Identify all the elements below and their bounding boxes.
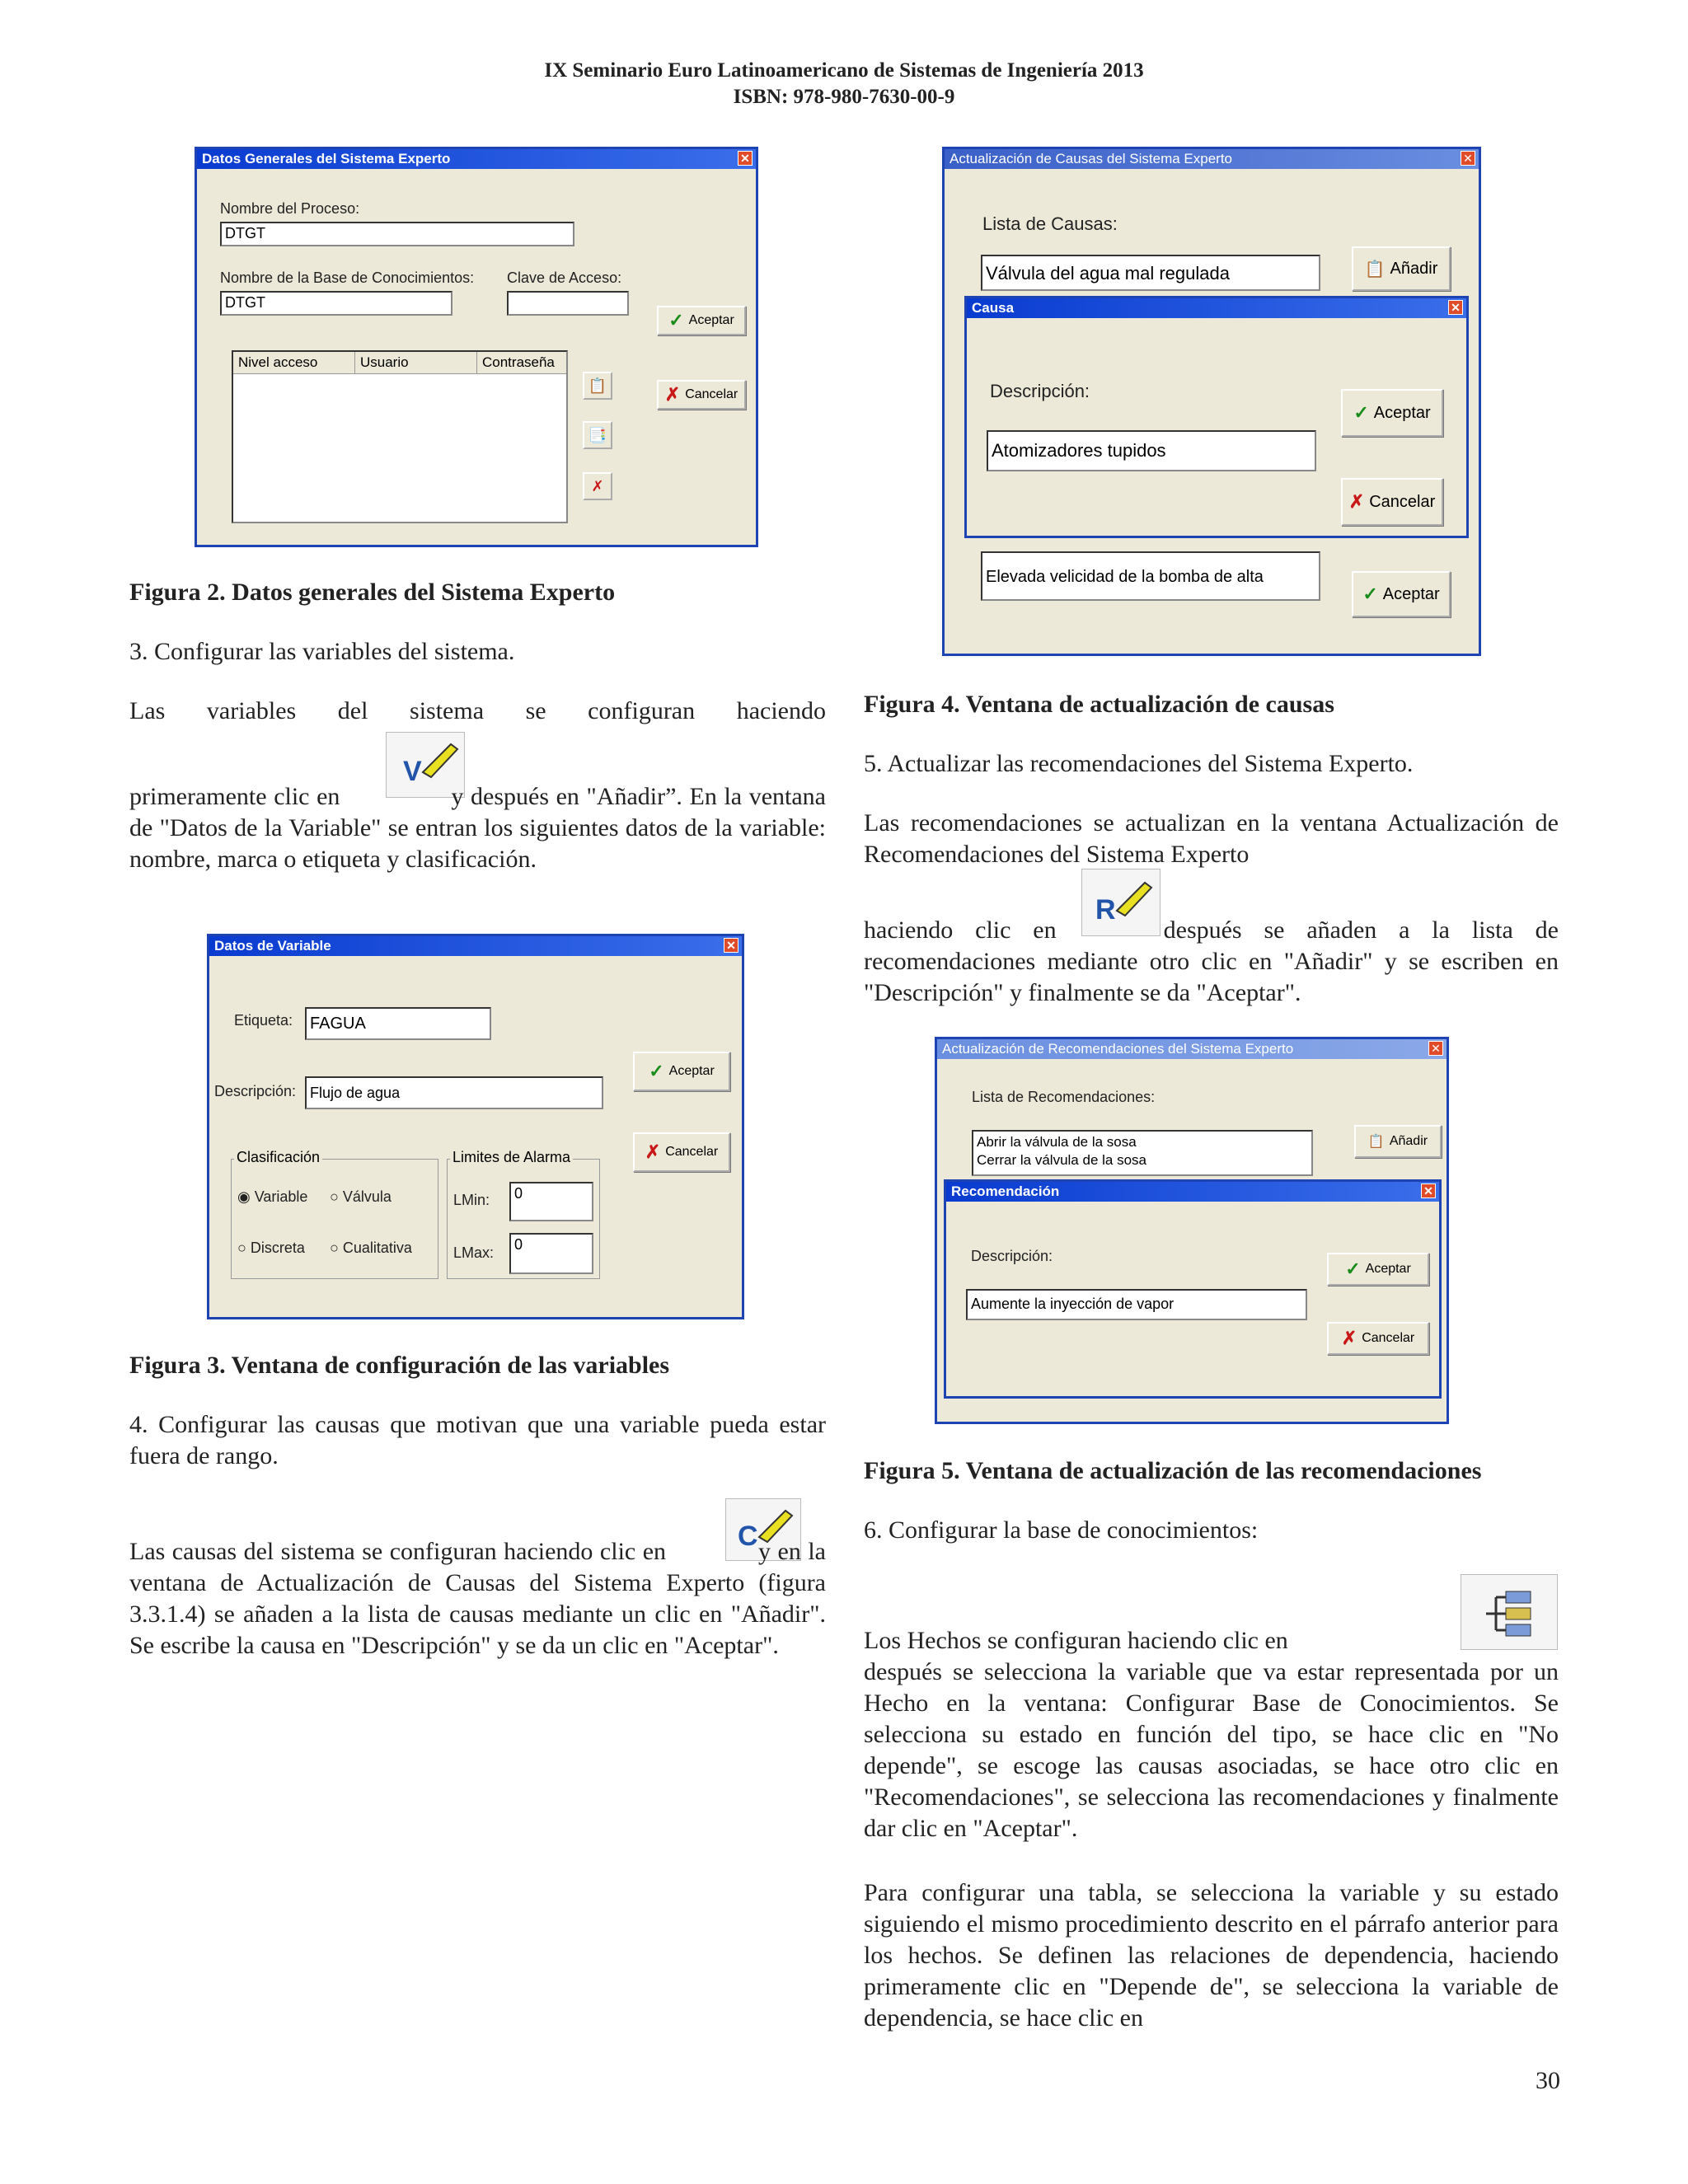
x-icon: ✗ [664,384,681,405]
col-access-level: Nivel acceso [233,352,355,373]
lmax-label: LMax: [453,1244,495,1261]
list-item[interactable]: Cerrar la válvula de la sosa [977,1152,1146,1168]
cause-desc-label: Descripción: [990,381,1090,401]
check-icon: ✓ [668,310,684,330]
facts-paragraph-b: después se selecciona la variable que va estar representada por un Hecho en la ventana: Configurar Base de Conocimientos. Se selecciona su estado en función del tipo, se hace clic en "No depende", se escoge las causas asociadas, se hace otro clic en "Recomendaciones", se selecciona las recomendaciones y finalmente dar clic en "Aceptar". [864,1658,1559,1842]
isbn: ISBN: 978-980-7630-00-9 [733,86,955,108]
rec-list[interactable] [972,1130,1313,1176]
close-icon[interactable]: ✕ [1461,151,1475,166]
close-icon[interactable]: ✕ [724,938,738,953]
rec-desc-input[interactable]: Aumente la inyección de vapor [966,1289,1307,1320]
classification-title: Clasificación [234,1149,322,1166]
fig2-caption: Figura 2. Datos generales del Sistema Experto [129,579,616,606]
causes-list-label: Lista de Causas: [982,213,1118,234]
radio-discrete[interactable]: ○ Discreta [237,1240,305,1256]
close-icon[interactable]: ✕ [1448,300,1463,315]
close-icon[interactable]: ✕ [738,151,753,166]
causes-list-item[interactable]: Válvula del agua mal regulada [981,255,1320,291]
svg-text:V: V [403,756,422,787]
table-header [233,352,566,374]
vars-paragraph-line1: Las variables del sistema se configuran haciendo [129,697,826,724]
causes-paragraph-a: Las causas del sistema se configuran haciendo clic en [129,1538,667,1565]
add-icon: 📋 [1367,1135,1385,1149]
alarm-limits-title: Limites de Alarma [450,1149,573,1166]
step4-text: 4. Configurar las causas que motivan que una variable pueda estar fuera de rango. [129,1411,826,1469]
lmin-label: LMin: [453,1192,490,1208]
fig2-titlebar: Datos Generales del Sistema Experto ✕ [197,149,756,169]
recommendation-inner-dialog [944,1179,1442,1399]
close-icon[interactable]: ✕ [1428,1041,1443,1056]
lmax-input[interactable]: 0 [509,1233,593,1274]
svg-text:R: R [1095,894,1116,926]
rec-paragraph-1: Las recomendaciones se actualizan en la ventana Actualización de Recomendaciones del Sistema Experto [864,809,1559,868]
causes-list-bottom[interactable]: Elevada velicidad de la bomba de alta [981,551,1320,601]
col-password: Contraseña [482,354,555,370]
check-icon: ✓ [1362,583,1378,604]
fig2-dialog [195,147,758,547]
facts-paragraph-a: Los Hechos se configuran haciendo clic en [864,1627,1288,1654]
step6-text: 6. Configurar la base de conocimientos: [864,1516,1259,1544]
ok-button[interactable]: ✓ Aceptar [633,1052,730,1091]
radio-valve[interactable]: ○ Válvula [330,1188,392,1205]
cause-titlebar: Causa ✕ [967,298,1466,318]
ok-button[interactable]: ✓ Aceptar [1327,1253,1429,1286]
fig5-dialog [935,1037,1449,1424]
cancel-button[interactable]: ✗ Cancelar [657,380,746,410]
radio-qualitative[interactable]: ○ Cualitativa [330,1240,412,1256]
fig3-caption: Figura 3. Ventana de configuración de las variables [129,1352,670,1379]
list-item[interactable]: Abrir la válvula de la sosa [977,1134,1137,1150]
fig5-titlebar: Actualización de Recomendaciones del Sistema Experto ✕ [937,1039,1447,1059]
recommendation-titlebar: Recomendación ✕ [946,1182,1439,1202]
key-label: Clave de Acceso: [507,269,622,286]
add-icon: 📋 [1364,260,1386,279]
kb-input[interactable]: DTGT [220,291,452,316]
fig4-dialog [942,147,1481,656]
add-rec-button[interactable]: 📋 Añadir [1354,1125,1442,1158]
col-user: Usuario [355,352,477,373]
causes-paragraph-b: y en la ventana de Actualización de Causas del Sistema Experto (figura 3.3.1.4) se añaden a la lista de causas mediante un clic en "Añadir". Se escribe la causa en "Descripción" y se da un clic en "Aceptar". [129,1538,826,1659]
user-table[interactable] [232,350,568,523]
fig3-titlebar: Datos de Variable ✕ [209,936,742,956]
fig3-dialog [207,934,744,1319]
cancel-button[interactable]: ✗ Cancelar [633,1132,730,1172]
ok-button[interactable]: ✓ Aceptar [657,306,746,335]
fig4-titlebar: Actualización de Causas del Sistema Experto ✕ [945,149,1479,169]
rec-desc-label: Descripción: [971,1248,1053,1264]
ok-button[interactable]: ✓ Aceptar [1341,389,1443,437]
cancel-button[interactable]: ✗ Cancelar [1327,1322,1429,1355]
cause-desc-input[interactable]: Atomizadores tupidos [987,430,1316,471]
cancel-button[interactable]: ✗ Cancelar [1341,478,1443,526]
ok2-button[interactable]: ✓ Aceptar [1352,571,1451,617]
svg-text:C: C [738,1521,758,1552]
x-icon: ✗ [645,1141,661,1162]
rec-paragraph-b: después se añaden a la lista de recomendaciones mediante otro clic en "Añadir" y se escriben en "Descripción" y finalmente se da "Aceptar". [864,916,1559,1006]
radio-variable[interactable]: ◉ Variable [237,1188,308,1205]
check-icon: ✓ [649,1061,664,1081]
kb-label: Nombre de la Base de Conocimientos: [220,269,475,286]
description-input[interactable]: Flujo de agua [305,1076,603,1109]
classification-group [231,1159,438,1279]
cause-inner-dialog [964,296,1469,538]
x-icon: ✗ [1348,491,1365,512]
process-label: Nombre del Proceso: [220,200,360,217]
conference-title: IX Seminario Euro Latinoamericano de Sistemas de Ingeniería 2013 [544,59,1144,82]
key-input[interactable] [507,291,629,316]
tag-label: Etiqueta: [234,1012,293,1029]
page-number: 30 [1536,2067,1560,2094]
x-icon: ✗ [1341,1328,1357,1348]
fig4-caption: Figura 4. Ventana de actualización de causas [864,691,1334,718]
table-paragraph: Para configurar una tabla, se selecciona la variable y su estado siguiendo el mismo procedimiento descrito en el párrafo anterior para los hechos. Se definen las relaciones de dependencia, haciendo primeramente clic en "Depende de", se selecciona la variable de dependencia, se hace clic en [864,1879,1559,2032]
fig5-caption: Figura 5. Ventana de actualización de las recomendaciones [864,1457,1482,1484]
close-icon[interactable]: ✕ [1421,1183,1436,1198]
step5-text: 5. Actualizar las recomendaciones del Sistema Experto. [864,750,1414,777]
edit-row-icon[interactable]: 📑 [583,421,612,449]
lmin-input[interactable]: 0 [509,1182,593,1221]
delete-row-icon[interactable]: ✗ [583,472,612,500]
step3-text: 3. Configurar las variables del sistema. [129,638,515,665]
check-icon: ✓ [1353,402,1369,423]
check-icon: ✓ [1345,1258,1361,1279]
process-input[interactable]: DTGT [220,222,574,246]
tag-input[interactable]: FAGUA [305,1007,491,1040]
add-cause-button[interactable]: 📋 Añadir [1352,246,1451,291]
rec-paragraph-a: haciendo clic en [864,916,1057,944]
rec-list-label: Lista de Recomendaciones: [972,1089,1156,1105]
add-row-icon[interactable]: 📋 [583,372,612,400]
vars-paragraph-a: primeramente clic en [129,783,340,810]
vars-paragraph-b: y después en "Añadir”. En la ventana de "Datos de la Variable" se entran los siguientes datos de la variable: nombre, marca o etiqueta y clasificación. [129,783,826,873]
description-label: Descripción: [214,1083,297,1099]
